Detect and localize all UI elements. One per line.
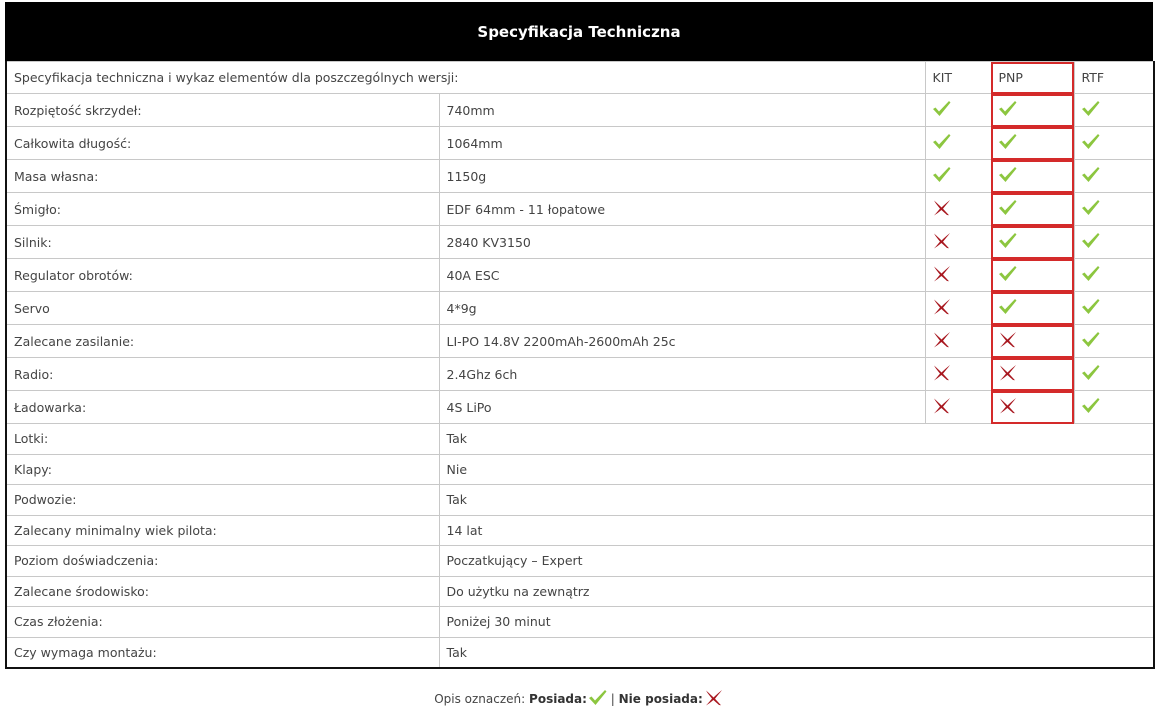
spec-label: Czas złożenia:	[6, 607, 439, 638]
cross-icon	[932, 331, 951, 351]
cell-kit	[925, 325, 991, 358]
spec-label: Czy wymaga montażu:	[6, 637, 439, 668]
legend-has: Posiada:	[529, 692, 587, 706]
check-icon	[1081, 331, 1100, 351]
cross-icon	[932, 364, 951, 384]
cross-icon	[998, 397, 1017, 417]
table-row	[6, 292, 1154, 325]
check-icon	[998, 232, 1017, 252]
spec-value: 14 lat	[439, 515, 1154, 546]
check-icon	[1081, 298, 1100, 318]
check-icon	[998, 133, 1017, 153]
header-rtf: RTF	[1074, 62, 1154, 94]
table-row	[6, 160, 1154, 193]
cell-pnp	[991, 292, 1074, 325]
cell-pnp	[991, 358, 1074, 391]
spec-label: Lotki:	[6, 424, 439, 455]
row-label: Rozpiętość skrzydeł:	[6, 94, 439, 127]
cross-icon	[932, 298, 951, 318]
table-row	[6, 358, 1154, 391]
header-kit: KIT	[925, 62, 991, 94]
cell-pnp	[991, 226, 1074, 259]
table-row	[6, 576, 1154, 607]
spec-label: Zalecane środowisko:	[6, 576, 439, 607]
legend-prefix: Opis oznaczeń:	[434, 692, 526, 706]
row-value: 740mm	[439, 94, 925, 127]
row-label: Silnik:	[6, 226, 439, 259]
cell-rtf	[1074, 160, 1154, 193]
cell-kit	[925, 259, 991, 292]
row-label: Zalecane zasilanie:	[6, 325, 439, 358]
header-pnp: PNP	[991, 62, 1074, 94]
cell-kit	[925, 391, 991, 424]
check-icon	[1081, 133, 1100, 153]
spec-value: Nie	[439, 454, 1154, 485]
row-value: 1064mm	[439, 127, 925, 160]
check-icon	[588, 689, 607, 709]
cell-rtf	[1074, 292, 1154, 325]
table-row	[6, 607, 1154, 638]
cell-kit	[925, 226, 991, 259]
cell-rtf	[1074, 226, 1154, 259]
check-icon	[998, 298, 1017, 318]
spec-value: Tak	[439, 424, 1154, 455]
row-value: 1150g	[439, 160, 925, 193]
spec-value: Do użytku na zewnątrz	[439, 576, 1154, 607]
cell-pnp	[991, 127, 1074, 160]
check-icon	[932, 166, 951, 186]
cross-icon	[998, 331, 1017, 351]
cell-rtf	[1074, 193, 1154, 226]
spec-table-container	[5, 2, 1153, 669]
row-value: LI-PO 14.8V 2200mAh-2600mAh 25c	[439, 325, 925, 358]
cell-pnp	[991, 259, 1074, 292]
row-label: Masa własna:	[6, 160, 439, 193]
cell-pnp	[991, 193, 1074, 226]
row-value: 40A ESC	[439, 259, 925, 292]
cell-kit	[925, 160, 991, 193]
check-icon	[1081, 232, 1100, 252]
cell-pnp	[991, 325, 1074, 358]
spec-table	[5, 61, 1155, 669]
table-row	[6, 515, 1154, 546]
legend-separator: |	[610, 692, 615, 706]
table-row	[6, 424, 1154, 455]
row-value: 4*9g	[439, 292, 925, 325]
table-row	[6, 454, 1154, 485]
table-row	[6, 127, 1154, 160]
cell-rtf	[1074, 391, 1154, 424]
cell-pnp	[991, 160, 1074, 193]
cell-pnp	[991, 94, 1074, 127]
cell-rtf	[1074, 94, 1154, 127]
check-icon	[1081, 199, 1100, 219]
row-label: Ładowarka:	[6, 391, 439, 424]
check-icon	[932, 100, 951, 120]
table-row	[6, 259, 1154, 292]
cell-rtf	[1074, 325, 1154, 358]
spec-value: Tak	[439, 637, 1154, 668]
check-icon	[1081, 100, 1100, 120]
table-row	[6, 226, 1154, 259]
row-label: Servo	[6, 292, 439, 325]
check-icon	[998, 265, 1017, 285]
cross-icon	[998, 364, 1017, 384]
table-row	[6, 391, 1154, 424]
row-label: Radio:	[6, 358, 439, 391]
spec-value: Tak	[439, 485, 1154, 516]
table-row	[6, 546, 1154, 577]
legend	[0, 689, 1157, 709]
check-icon	[1081, 265, 1100, 285]
row-value: EDF 64mm - 11 łopatowe	[439, 193, 925, 226]
cell-rtf	[1074, 358, 1154, 391]
spec-label: Klapy:	[6, 454, 439, 485]
table-row	[6, 485, 1154, 516]
cell-kit	[925, 193, 991, 226]
table-row	[6, 325, 1154, 358]
check-icon	[1081, 397, 1100, 417]
row-value: 4S LiPo	[439, 391, 925, 424]
cell-kit	[925, 292, 991, 325]
table-row	[6, 94, 1154, 127]
row-label: Śmigło:	[6, 193, 439, 226]
cross-icon	[704, 689, 723, 709]
spec-value: Poczatkujący – Expert	[439, 546, 1154, 577]
cell-kit	[925, 94, 991, 127]
row-value: 2840 KV3150	[439, 226, 925, 259]
check-icon	[998, 100, 1017, 120]
header-row	[6, 62, 1154, 94]
spec-label: Poziom doświadczenia:	[6, 546, 439, 577]
row-label: Całkowita długość:	[6, 127, 439, 160]
row-label: Regulator obrotów:	[6, 259, 439, 292]
cell-pnp	[991, 391, 1074, 424]
spec-value: Poniżej 30 minut	[439, 607, 1154, 638]
legend-has-not: Nie posiada:	[618, 692, 703, 706]
spec-label: Podwozie:	[6, 485, 439, 516]
check-icon	[1081, 364, 1100, 384]
spec-label: Zalecany minimalny wiek pilota:	[6, 515, 439, 546]
cell-kit	[925, 127, 991, 160]
cross-icon	[932, 265, 951, 285]
check-icon	[1081, 166, 1100, 186]
table-title: Specyfikacja Techniczna	[5, 2, 1153, 61]
table-row	[6, 637, 1154, 668]
cell-rtf	[1074, 259, 1154, 292]
cell-rtf	[1074, 127, 1154, 160]
row-value: 2.4Ghz 6ch	[439, 358, 925, 391]
cross-icon	[932, 199, 951, 219]
check-icon	[998, 199, 1017, 219]
check-icon	[998, 166, 1017, 186]
cross-icon	[932, 232, 951, 252]
cross-icon	[932, 397, 951, 417]
header-label: Specyfikacja techniczna i wykaz elementów dla poszczególnych wersji:	[6, 62, 925, 94]
check-icon	[932, 133, 951, 153]
table-row	[6, 193, 1154, 226]
cell-kit	[925, 358, 991, 391]
